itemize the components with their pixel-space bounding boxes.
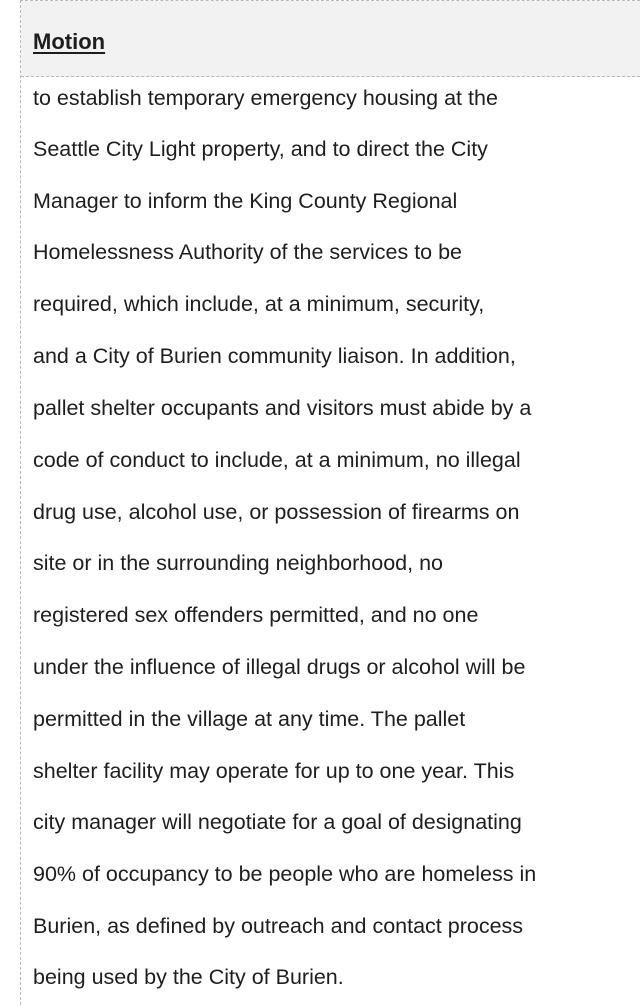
motion-line-11: registered sex offenders permitted, and no one: [33, 603, 479, 627]
header-title: Motion: [33, 29, 106, 54]
motion-line-13: permitted in the village at any time. The pallet: [33, 707, 466, 731]
motion-line-5: required, which include, at a minimum, security,: [33, 292, 485, 316]
motion-line-1: to establish temporary emergency housing at the: [33, 86, 498, 110]
motion-table: [20, 0, 640, 1005]
motion-line-17: Burien, as defined by outreach and contact process: [33, 914, 524, 938]
table-header-cell: [21, 1, 640, 77]
motion-line-4: Homelessness Authority of the services to be: [33, 240, 463, 264]
motion-line-14: shelter facility may operate for up to one year. This: [33, 759, 515, 783]
motion-line-18: being used by the City of Burien.: [33, 965, 344, 989]
motion-text-cell: [21, 77, 640, 1006]
motion-line-12: under the influence of illegal drugs or alcohol will be: [33, 655, 526, 679]
motion-line-9: drug use, alcohol use, or possession of firearms on: [33, 500, 520, 524]
motion-line-2: Seattle City Light property, and to direct the City: [33, 137, 488, 161]
motion-line-10: site or in the surrounding neighborhood, no: [33, 551, 443, 575]
motion-line-7: pallet shelter occupants and visitors must abide by a: [33, 396, 532, 420]
motion-line-6: and a City of Burien community liaison. In addition,: [33, 344, 516, 368]
motion-line-16: 90% of occupancy to be people who are homeless in: [33, 862, 537, 886]
motion-line-3: Manager to inform the King County Regional: [33, 189, 458, 213]
motion-line-8: code of conduct to include, at a minimum, no illegal: [33, 448, 521, 472]
motion-line-15: city manager will negotiate for a goal of designating: [33, 810, 522, 834]
